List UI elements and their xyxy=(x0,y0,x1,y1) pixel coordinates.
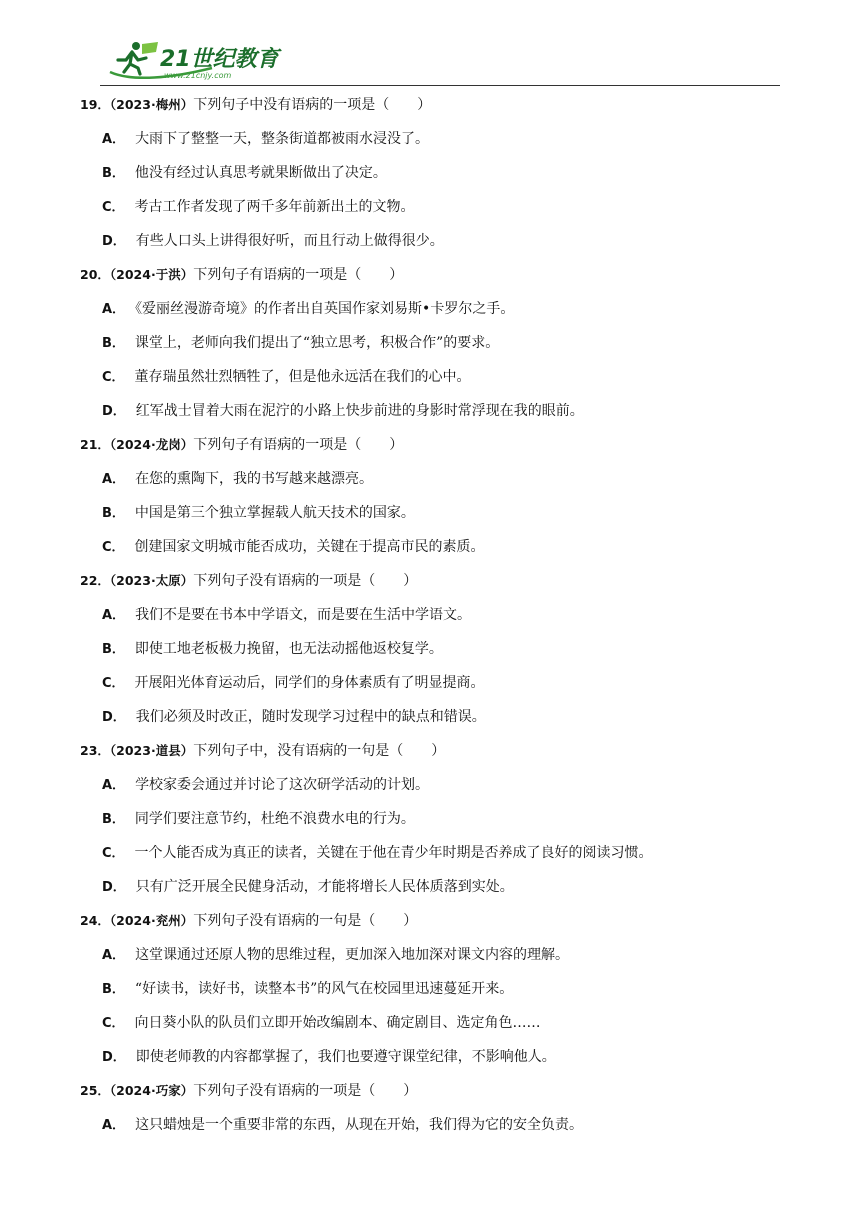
option-letter: C． xyxy=(102,676,125,691)
question-source: （2023·道县） xyxy=(109,743,194,758)
question-list xyxy=(80,88,800,1142)
question-stem: 下列句子没有语病的一句是（ ） xyxy=(193,913,418,929)
question-title xyxy=(80,88,800,122)
question-source: （2023·梅州） xyxy=(109,97,194,112)
answer-option xyxy=(80,972,800,1006)
answer-option xyxy=(80,802,800,836)
question-source: （2024·兖州） xyxy=(109,913,194,928)
option-letter: A． xyxy=(102,948,126,963)
option-letter: C． xyxy=(102,540,125,555)
answer-option xyxy=(80,462,800,496)
option-text: 向日葵小队的队员们立即开始改编剧本、确定剧目、选定角色…… xyxy=(134,1015,541,1031)
question-stem: 下列句子中没有语病的一项是（ ） xyxy=(193,97,432,113)
answer-option xyxy=(80,1108,800,1142)
option-text: 学校家委会通过并讨论了这次研学活动的计划。 xyxy=(135,777,430,793)
option-letter: C． xyxy=(102,1016,125,1031)
answer-option xyxy=(80,496,800,530)
option-text: 一个人能否成为真正的读者，关键在于他在青少年时期是否养成了良好的阅读习惯。 xyxy=(134,845,653,861)
answer-option xyxy=(80,530,800,564)
option-letter: A． xyxy=(102,778,126,793)
option-text: 我们必须及时改正，随时发现学习过程中的缺点和错误。 xyxy=(135,709,486,725)
option-letter: B． xyxy=(102,812,125,827)
option-text: 只有广泛开展全民健身活动，才能将增长人民体质落到实处。 xyxy=(135,879,514,895)
question-number: 23． xyxy=(80,743,110,758)
answer-option xyxy=(80,666,800,700)
answer-option xyxy=(80,632,800,666)
option-letter: B． xyxy=(102,506,125,521)
answer-option xyxy=(80,224,800,258)
answer-option xyxy=(80,292,800,326)
logo-url: www.21cnjy.com xyxy=(164,71,232,80)
answer-option xyxy=(80,598,800,632)
option-text: “好读书，读好书，读整本书”的风气在校园里迅速蔓延开来。 xyxy=(134,981,514,997)
question-title xyxy=(80,734,800,768)
question-number: 24． xyxy=(80,913,110,928)
page-header xyxy=(100,38,780,86)
answer-option xyxy=(80,1040,800,1074)
question-stem: 下列句子没有语病的一项是（ ） xyxy=(193,1083,418,1099)
option-text: 课堂上，老师向我们提出了“独立思考，积极合作”的要求。 xyxy=(134,335,500,351)
option-text: 董存瑞虽然壮烈牺牲了，但是他永远活在我们的心中。 xyxy=(134,369,471,385)
option-text: 大雨下了整整一天，整条街道都被雨水浸没了。 xyxy=(135,131,430,147)
option-letter: D． xyxy=(102,710,126,725)
question-number: 21． xyxy=(80,437,110,452)
option-text: 这堂课通过还原人物的思维过程，更加深入地加深对课文内容的理解。 xyxy=(135,947,570,963)
option-letter: A． xyxy=(102,472,126,487)
option-text: 开展阳光体育运动后，同学们的身体素质有了明显提商。 xyxy=(134,675,485,691)
option-text: 他没有经过认真思考就果断做出了决定。 xyxy=(134,165,387,181)
answer-option xyxy=(80,394,800,428)
question-stem: 下列句子有语病的一项是（ ） xyxy=(193,437,404,453)
header-divider xyxy=(100,85,780,86)
option-letter: A． xyxy=(102,302,126,317)
option-text: 创建国家文明城市能否成功，关键在于提高市民的素质。 xyxy=(134,539,485,555)
option-letter: A． xyxy=(102,608,126,623)
option-letter: A． xyxy=(102,132,126,147)
answer-option xyxy=(80,768,800,802)
option-letter: B． xyxy=(102,166,125,181)
question-stem: 下列句子没有语病的一项是（ ） xyxy=(193,573,418,589)
answer-option xyxy=(80,938,800,972)
question-number: 22． xyxy=(80,573,110,588)
question-source: （2024·于洪） xyxy=(109,267,194,282)
question-number: 20． xyxy=(80,267,110,282)
answer-option xyxy=(80,122,800,156)
question-title xyxy=(80,428,800,462)
option-text: 即使工地老板极力挽留，也无法动摇他返校复学。 xyxy=(134,641,443,657)
question-source: （2024·龙岗） xyxy=(109,437,194,452)
answer-option xyxy=(80,156,800,190)
logo-21cnjy xyxy=(102,38,302,84)
option-text: 红军战士冒着大雨在泥泞的小路上快步前进的身影时常浮现在我的眼前。 xyxy=(135,403,584,419)
option-text: 这只蜡烛是一个重要非常的东西，从现在开始，我们得为它的安全负责。 xyxy=(135,1117,584,1133)
option-letter: B． xyxy=(102,982,125,997)
question-title xyxy=(80,904,800,938)
option-letter: D． xyxy=(102,880,126,895)
option-letter: B． xyxy=(102,642,125,657)
option-text: 在您的熏陶下，我的书写越来越漂亮。 xyxy=(135,471,374,487)
option-text: 有些人口头上讲得很好听，而且行动上做得很少。 xyxy=(135,233,444,249)
question-number: 19． xyxy=(80,97,110,112)
option-letter: C． xyxy=(102,200,125,215)
option-text: 考古工作者发现了两千多年前新出土的文物。 xyxy=(134,199,415,215)
option-text: 同学们要注意节约，杜绝不浪费水电的行为。 xyxy=(134,811,415,827)
answer-option xyxy=(80,870,800,904)
answer-option xyxy=(80,1006,800,1040)
question-title xyxy=(80,564,800,598)
question-stem: 下列句子中，没有语病的一句是（ ） xyxy=(193,743,446,759)
question-source: （2024·巧家） xyxy=(109,1083,194,1098)
question-number: 25． xyxy=(80,1083,110,1098)
option-letter: D． xyxy=(102,1050,126,1065)
question-title xyxy=(80,1074,800,1108)
option-letter: A． xyxy=(102,1118,126,1133)
option-letter: D． xyxy=(102,404,126,419)
option-letter: C． xyxy=(102,370,125,385)
option-letter: B． xyxy=(102,336,125,351)
option-text: 我们不是要在书本中学语文，而是要在生活中学语文。 xyxy=(135,607,472,623)
option-text: 中国是第三个独立掌握载人航天技术的国家。 xyxy=(134,505,415,521)
answer-option xyxy=(80,836,800,870)
option-text: 即使老师教的内容都掌握了，我们也要遵守课堂纪律，不影响他人。 xyxy=(135,1049,556,1065)
question-source: （2023·太原） xyxy=(109,573,194,588)
option-letter: D． xyxy=(102,234,126,249)
option-text: 《爱丽丝漫游奇境》的作者出自英国作家刘易斯•卡罗尔之手。 xyxy=(135,301,515,317)
option-letter: C． xyxy=(102,846,125,861)
question-title xyxy=(80,258,800,292)
answer-option xyxy=(80,360,800,394)
answer-option xyxy=(80,326,800,360)
logo-wordmark: 21世纪教育 xyxy=(160,47,279,72)
answer-option xyxy=(80,190,800,224)
answer-option xyxy=(80,700,800,734)
question-stem: 下列句子有语病的一项是（ ） xyxy=(193,267,404,283)
